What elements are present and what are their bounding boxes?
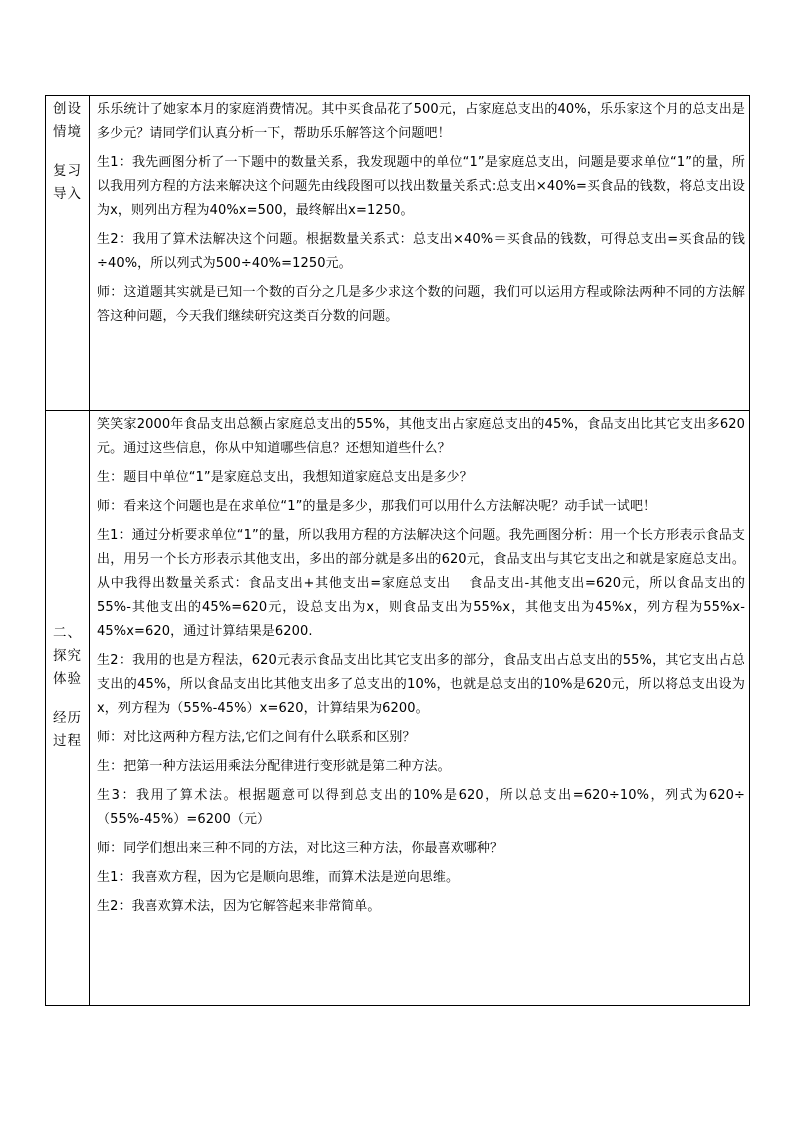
stage-label: 探究 [53,648,82,664]
content-cell-intro [90,96,750,411]
paragraph: 生2：我喜欢算术法，因为它解答起来非常简单。 [97,899,381,914]
stage-label: 体验 [53,671,82,687]
paragraph: 师：对比这两种方程方法,它们之间有什么联系和区别？ [97,730,416,745]
paragraph: 师：看来这个问题也是在求单位“1”的量是多少，那我们可以用什么方法解决呢？动手试一试吧！ [97,499,657,514]
table-row-intro [46,96,750,411]
paragraph: 生：题目中单位“1”是家庭总支出，我想知道家庭总支出是多少？ [97,470,473,485]
paragraph: 生：把第一种方法运用乘法分配律进行变形就是第二种方法。 [97,759,451,774]
lesson-plan-table [45,95,750,1006]
stage-label: 复习 [53,163,82,179]
stage-label: 创设 [53,101,82,117]
paragraph: 乐乐统计了她家本月的家庭消费情况。其中买食品花了500元，占家庭总支出的40%，乐乐家这个月的总支出是多少元？请同学们认真分析一下，帮助乐乐解答这个问题吧！ [97,102,745,141]
paragraph: 笑笑家2000年食品支出总额占家庭总支出的55%，其他支出占家庭总支出的45%，食品支出比其它支出多620元。通过这些信息，你从中知道哪些信息？还想知道些什么？ [97,417,745,456]
stage-label: 情境 [53,124,82,140]
paragraph: 生1：我先画图分析了一下题中的数量关系，我发现题中的单位“1”是家庭总支出，问题是要求单位“1”的量，所以我用列方程的方法来解决这个问题先由线段图可以找出数量关系式:总支出×40%=买食品的钱数，将总支出设为x，则列出方程为40%x=500，最终解出x=1250。 [97,155,745,218]
paragraph: 师：这道题其实就是已知一个数的百分之几是多少求这个数的问题，我们可以运用方程或除法两种不同的方法解答这种问题，今天我们继续研究这类百分数的问题。 [97,285,745,324]
paragraph: 生3：我用了算术法。根据题意可以得到总支出的10%是620，所以总支出=620÷10%，列式为620÷（55%-45%）=6200（元） [97,788,745,827]
stage-label: 二、 [53,625,82,641]
stage-label: 过程 [53,733,82,749]
content-cell-explore [90,411,750,1006]
paragraph: 生2：我用了算术法解决这个问题。根据数量关系式：总支出×40%＝买食品的钱数，可得总支出=买食品的钱÷40%，所以列式为500÷40%=1250元。 [97,232,745,271]
paragraph: 生1：我喜欢方程，因为它是顺向思维，而算术法是逆向思维。 [97,870,460,885]
stage-cell-explore [46,411,90,1006]
paragraph: 生1：通过分析要求单位“1”的量，所以我用方程的方法解决这个问题。我先画图分析：用一个长方形表示食品支出，用另一个长方形表示其他支出，多出的部分就是多出的620元，食品支出与其它支出之和就是家庭总支出。从中我得出数量关系式：食品支出+其他支出=家庭总支出 食品支出-其他支出=620元，所以食品支出的55%-其他支出的45%=620元，设总支出为x，则食品支出为55%x，其他支出为45%x，列方程为55%x-45%x=620，通过计算结果是6200. [97,528,745,639]
table-row-explore [46,411,750,1006]
stage-label: 经历 [53,710,82,726]
paragraph: 生2：我用的也是方程法，620元表示食品支出比其它支出多的部分，食品支出占总支出的55%，其它支出占总支出的45%，所以食品支出比其他支出多了总支出的10%，也就是总支出的10%是620元，所以将总支出设为x，列方程为（55%-45%）x=620，计算结果为6200。 [97,653,745,716]
stage-label: 导入 [53,186,82,202]
paragraph: 师：同学们想出来三种不同的方法，对比这三种方法，你最喜欢哪种？ [97,841,504,856]
stage-cell-intro [46,96,90,411]
